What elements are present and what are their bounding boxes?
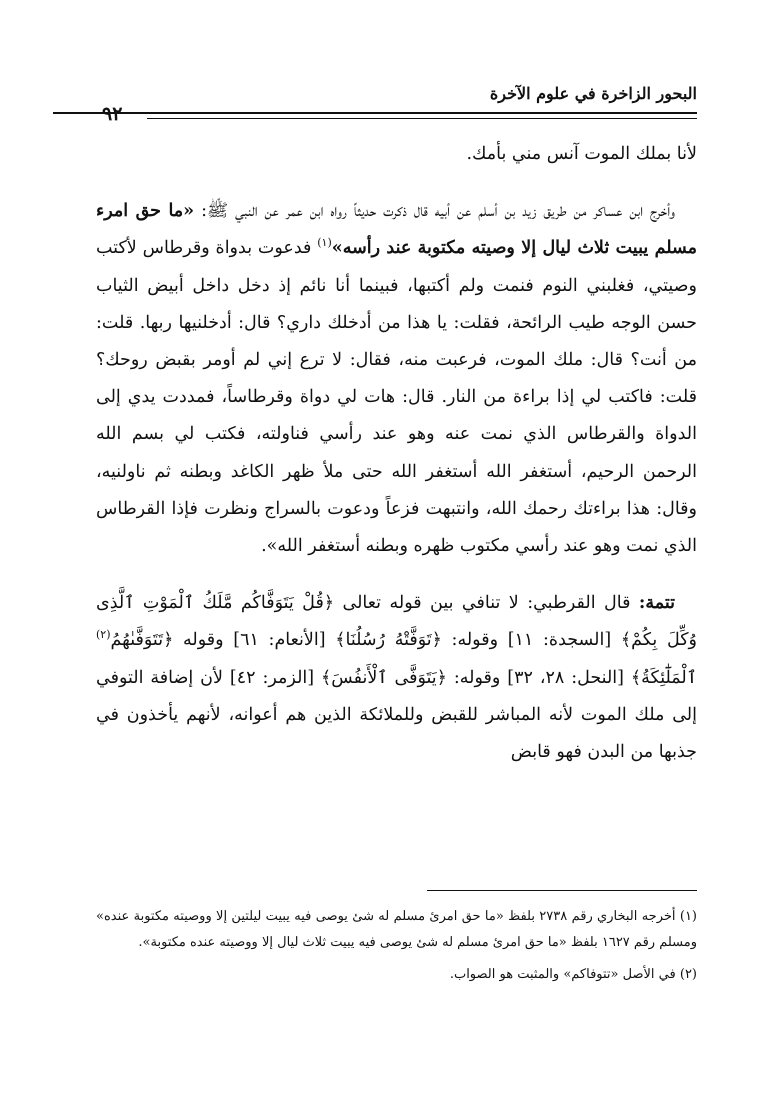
header-rule-top xyxy=(53,112,697,114)
paragraph-2 xyxy=(96,193,697,565)
paragraph-3-part-b: ٱلْمَلَٰٓئِكَةُ﴾ [النحل: ٢٨، ٣٢] وقوله: ﴿يَتَوَفَّى ٱلْأَنفُسَ﴾ [الزمر: ٤٢] لأن إضافة التوفي إلى ملك الموت لأنه المباشر للقبض وللملائكة الذين هم أعوانه، لأنهم يأخذون في جذبها من البدن فهو قابض xyxy=(96,667,697,763)
paragraph-3 xyxy=(96,585,697,771)
running-header-title: البحور الزاخرة في علوم الآخرة xyxy=(489,84,697,103)
paragraph-1: لأنا بملك الموت آنس مني بأمك. xyxy=(466,144,697,164)
page-number: ٩٢ xyxy=(102,103,123,125)
paragraph-3-part-a: قال القرطبي: لا تنافي بين قوله تعالى ﴿قُلْ يَتَوَفَّاكُم مَّلَكُ ٱلْمَوْتِ ٱلَّذِى وُكِّلَ بِكُمْ﴾ [السجدة: ١١] وقوله: ﴿تَوَفَّتْهُ رُسُلُنَا﴾ [الأنعام: ٦١] وقوله ﴿تَتَوَفَّىٰهُمُ xyxy=(96,593,697,651)
footnote-1: (١) أخرجه البخاري رقم ٢٧٣٨ بلفظ «ما حق امرئ مسلم له شئ يوصى فيه يبيت ليلتين إلا ووصيته مكتوبة عنده» ومسلم رقم ١٦٢٧ بلفظ «ما حق امرئ مسلم له شئ يوصى فيه يبيت ثلاث ليال إلا ووصيته عنده مكتوبة». xyxy=(96,909,697,950)
footnote-separator xyxy=(427,890,697,891)
footnotes xyxy=(96,904,697,994)
paragraph-2-intro: وأخرج ابن عساكر من طريق زيد بن أسلم عن أبيه قال ذكرت حديثاً رواه ابن عمر عن النبي ﷺ: xyxy=(194,201,675,222)
tatimma-label: تتمة: xyxy=(638,593,675,614)
main-text xyxy=(96,136,697,771)
hadith-quote: «ما حق امرء مسلم يبيت ثلاث ليال إلا وصيته مكتوبة عند رأسه» xyxy=(96,201,697,259)
footnote-ref-1: (١) xyxy=(317,236,332,250)
footnote-ref-2: (٢) xyxy=(96,628,111,642)
footnote-2: (٢) في الأصل «تتوفاكم» والمثبت هو الصواب. xyxy=(449,967,697,982)
paragraph-2-body: فدعوت بدواة وقرطاس لأكتب وصيتي، فغلبني النوم فنمت ولم أكتبها، فبينما أنا نائم إذ دخل داخل أبيض الثياب حسن الوجه طيب الرائحة، فقلت: يا هذا من أدخلك داري؟ قال: أدخلنيها ربها. قلت: من أنت؟ قال: ملك الموت، فرعبت منه، فقال: لا ترع إني لم أومر بقبض روحك؟ قلت: فاكتب لي إذا براءة من النار. قال: هات لي دواة وقرطاساً، فمددت يدي إلى الدواة والقرطاس الذي نمت عنه وهو عند رأسي فناولته، فكتب لي بسم الله الرحمن الرحيم، أستغفر الله أستغفر الله حتى ملأ ظهر الكاغد وبطنه ثم ناولنيه، وقال: هذا براءتك رحمك الله، وانتبهت فزعاً ودعوت بالسراج ونظرت فإذا القرطاس الذي نمت وهو عند رأسي مكتوب ظهره وبطنه أستغفر الله». xyxy=(96,238,697,557)
header-rule-bottom xyxy=(147,118,697,119)
